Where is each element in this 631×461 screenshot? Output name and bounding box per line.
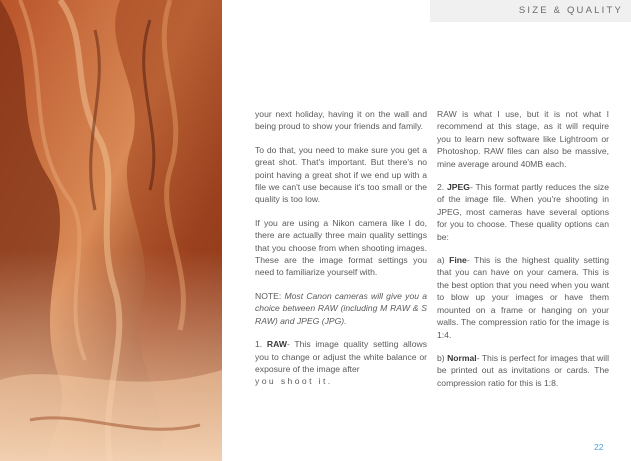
paragraph: To do that, you need to make sure you get a great shot. That's important. But there's no point having a great shot if we end up with a file we can't use because it's too small or the quality is too low. — [255, 144, 427, 205]
raw-paragraph — [255, 338, 427, 388]
note-paragraph — [255, 290, 427, 327]
header-band — [430, 0, 631, 22]
paragraph: your next holiday, having it on the wall and being proud to show your friends and family. — [255, 109, 427, 132]
fine-text: - This is the highest quality setting that you can have on your camera. This is the best option that you need when you want to blow up your images or have them mounted on a frame or hanging on your walls. The compression ratio for the image is 1:4. — [437, 255, 609, 340]
normal-text: - This is perfect for images that will be printed out as invitations or cards. The compression ratio for this is 1:8. — [437, 352, 609, 388]
raw-tail: you shoot it. — [255, 376, 333, 387]
note-text: Most Canon cameras will give you a choice between RAW (including M RAW & S RAW) and JPEG (JPG). — [255, 290, 427, 326]
raw-text: - This image quality setting allows you to change or adjust the white balance or exposure of the image after — [255, 339, 428, 374]
fine-paragraph — [437, 254, 609, 341]
paragraph: If you are using a Nikon camera like I do, there are actually three main quality settings that you choose from when shooting images. These are the image format settings you need to familiarize yourself with. — [255, 217, 427, 278]
fine-number: a) — [437, 255, 450, 266]
normal-number: b) — [437, 352, 448, 363]
canyon-photo — [0, 0, 222, 461]
jpeg-number: 2. — [437, 182, 447, 193]
jpeg-label: JPEG — [447, 182, 470, 193]
left-column — [255, 108, 427, 399]
jpeg-text: - This format partly reduces the size of the image file. When you're shooting in JPEG, most cameras have several options for you to choose. These quality options can be: — [437, 182, 609, 242]
paragraph: RAW is what I use, but it is not what I recommend at this stage, as it will require you to learn new software like Lightroom or Photoshop. RAW files can also be massive, mine average around 40MB each. — [437, 109, 609, 169]
section-title: SIZE & QUALITY — [518, 5, 623, 16]
raw-number: 1. — [255, 339, 267, 350]
raw-label: RAW — [266, 339, 287, 350]
canyon-rock-photo-icon — [0, 0, 222, 461]
note-label: NOTE: — [255, 290, 285, 301]
page-number: 22 — [594, 442, 604, 452]
fine-label: Fine — [449, 255, 467, 266]
normal-label: Normal — [447, 352, 477, 363]
normal-paragraph — [437, 352, 609, 389]
right-column — [437, 108, 609, 400]
jpeg-paragraph — [437, 181, 609, 243]
